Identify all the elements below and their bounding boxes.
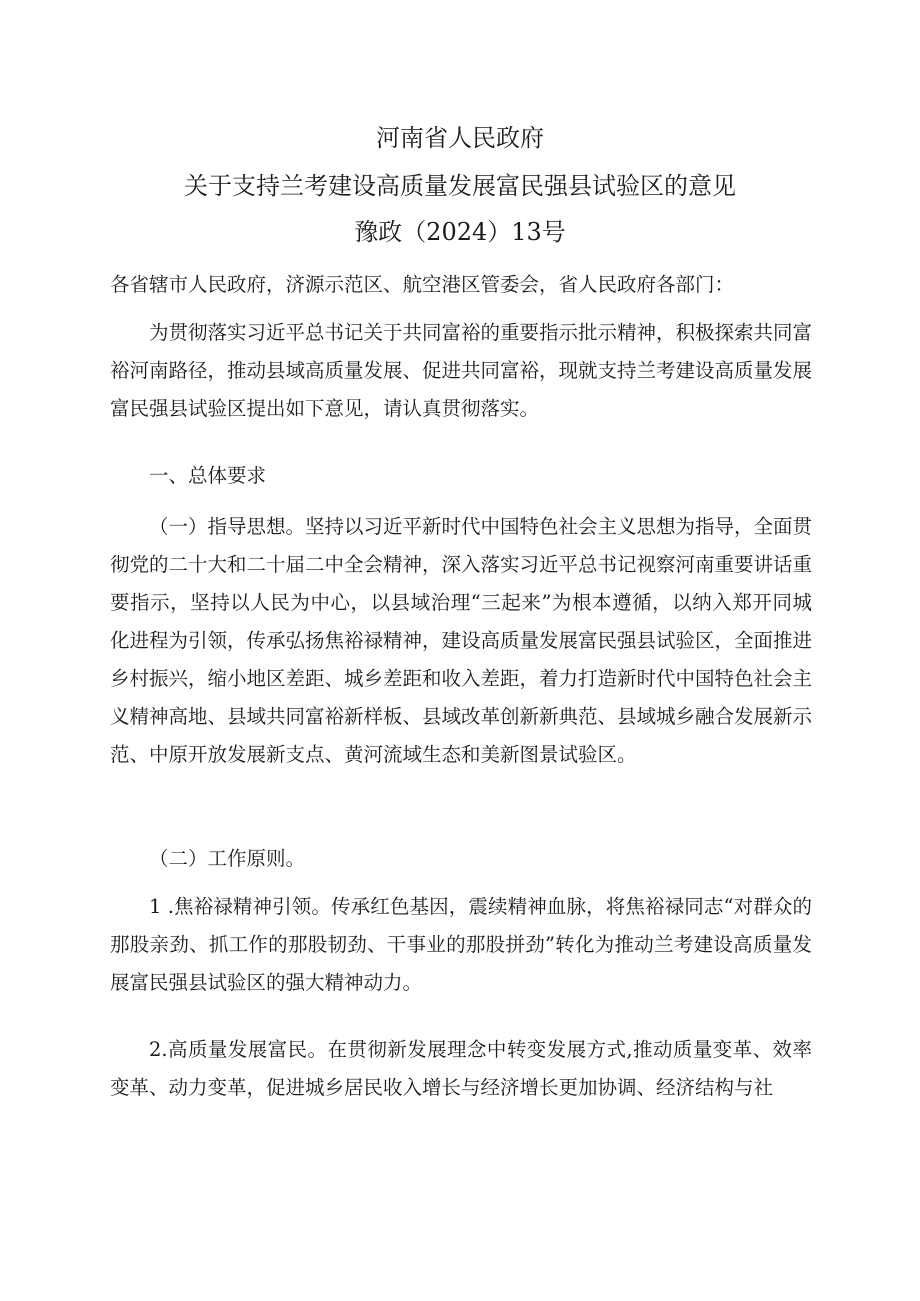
intro-text: 为贯彻落实习近平总书记关于共同富裕的重要指示批示精神，积极探索共同富裕河南路径，推动县域高质量发展、促进共同富裕，现就支持兰考建设高质量发展富民强县试验区提出如下意见，请认真贯彻落实。 — [110, 321, 813, 420]
section-heading-text: 一、总体要求 — [149, 464, 267, 487]
document-title: 关于支持兰考建设高质量发展富民强县试验区的意见 — [184, 172, 736, 200]
document-number: 豫政（2024）13号 — [354, 218, 566, 246]
guiding-ideology-text: （一）指导思想。坚持以习近平新时代中国特色社会主义思想为指导，全面贯彻党的二十大和二十届二中全会精神，深入落实习近平总书记视察河南重要讲话重要指示，坚持以人民为中心，以县域治理“三起来”为根本遵循，以纳入郑开同城化进程为引领，传承弘扬焦裕禄精神，建设高质量发展富民强县试验区，全面推进乡村振兴，缩小地区差距、城乡差距和收入差距，着力打造新时代中国特色社会主义精神高地、县域共同富裕新样板、县域改革创新新典范、县域城乡融合发展新示范、中原开放发展新支点、黄河流域生态和美新图景试验区。 — [110, 515, 813, 766]
addressee: 各省辖市人民政府，济源示范区、航空港区管委会，省人民政府各部门： — [110, 273, 735, 296]
intro-paragraph — [110, 314, 812, 428]
working-principles-heading — [110, 840, 812, 878]
working-principles-text: （二）工作原则。 — [149, 847, 306, 870]
principle-item-1 — [110, 888, 812, 1002]
title-organization: 河南省人民政府 — [376, 124, 544, 152]
principle-item-2 — [110, 1031, 812, 1107]
principle-2-text: 2.高质量发展富民。在贯彻新发展理念中转变发展方式,推动质量变革、效率变革、动力变革，促进城乡居民收入增长与经济增长更加协调、经济结构与社 — [110, 1038, 812, 1099]
principle-1-text: 1 .焦裕禄精神引领。传承红色基因，震续精神血脉，将焦裕禄同志“对群众的那股亲劲、抓工作的那股韧劲、干事业的那股拼劲”转化为推动兰考建设高质量发展富民强县试验区的强大精神动力。 — [110, 895, 812, 994]
section-heading-general-requirements — [110, 457, 812, 495]
guiding-ideology-paragraph — [110, 508, 812, 774]
